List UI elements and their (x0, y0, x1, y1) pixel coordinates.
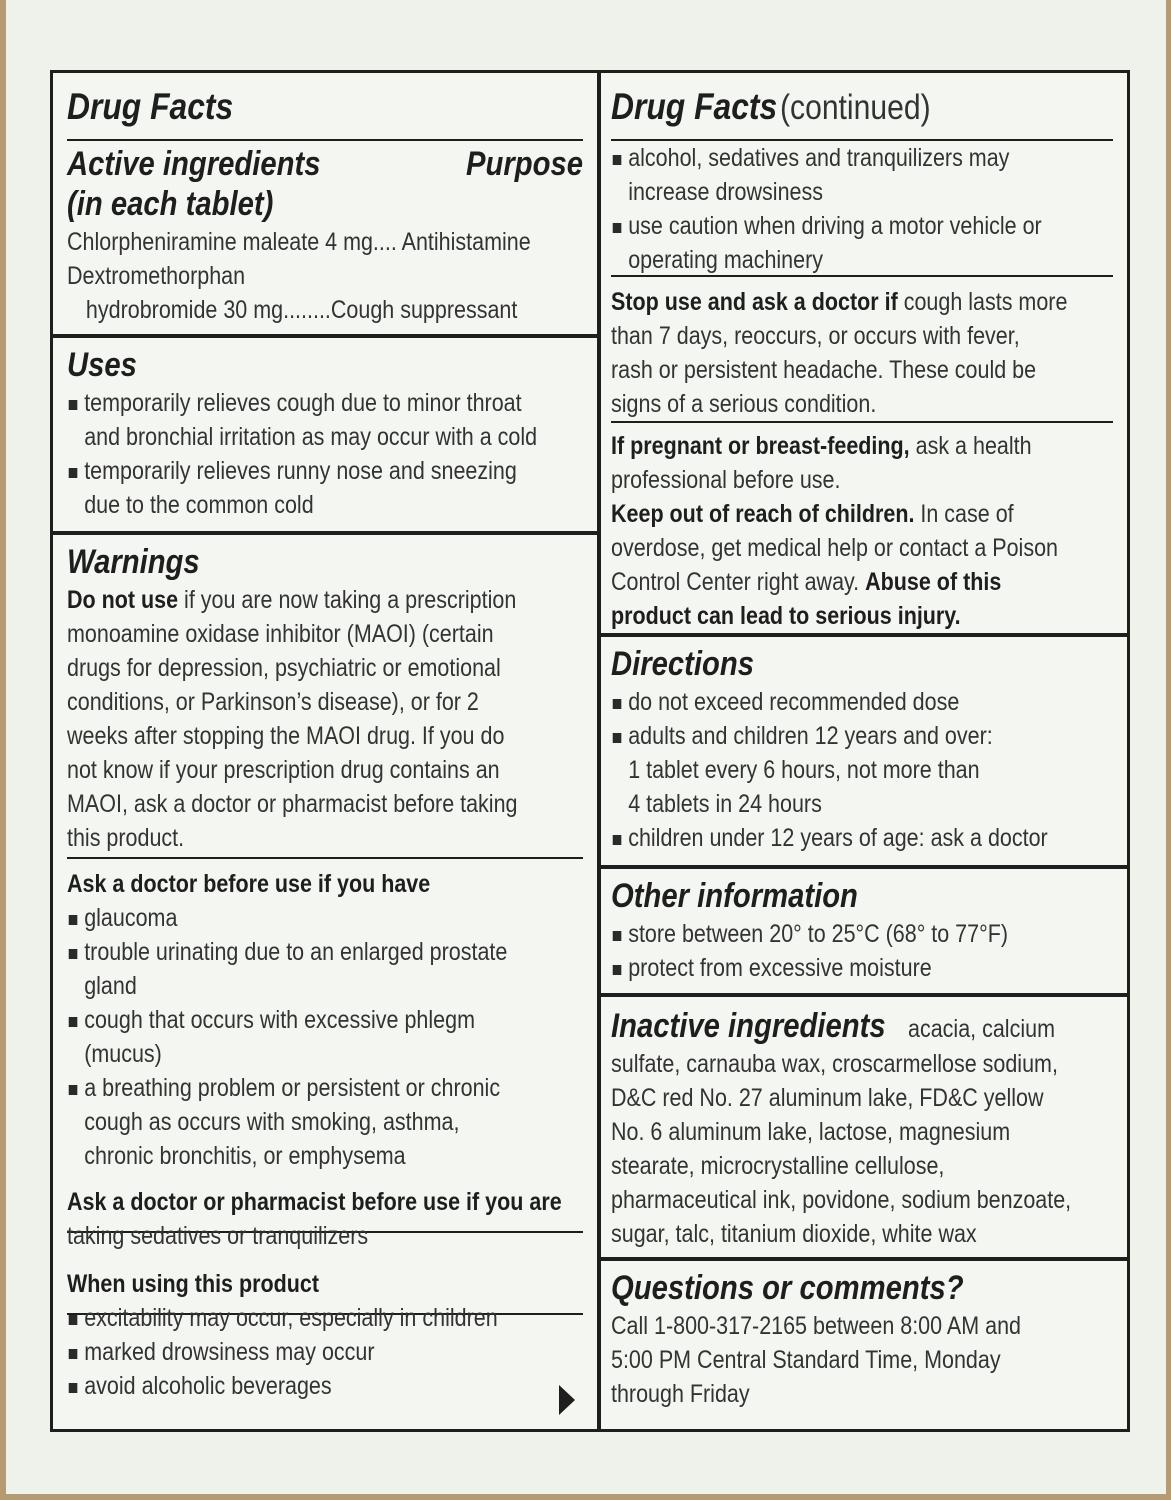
left-column (53, 73, 601, 1429)
warnings-heading: Warnings (67, 543, 200, 581)
divider (611, 421, 1113, 423)
keep-out-text: In case of (914, 500, 1014, 528)
list-item: temporarily relieves runny nose and sneezing (67, 454, 511, 488)
stop-use-label: Stop use and ask a doctor if (611, 288, 898, 316)
list-item: trouble urinating due to an enlarged prostate (67, 935, 511, 969)
list-item: a breathing problem or persistent or chronic (67, 1071, 511, 1105)
ingredient-dextromethorphan-dose: hydrobromide 30 mg........Cough suppressant (85, 296, 518, 324)
list-item: store between 20° to 25°C (68° to 77°F) (611, 917, 1043, 951)
inactive-ingredients-text: pharmaceutical ink, povidone, sodium benzoate, (611, 1186, 1072, 1214)
list-item: children under 12 years of age: ask a doctor (611, 821, 1043, 855)
list-item-continued: chronic bronchitis, or emphysema (84, 1142, 406, 1170)
stop-use-text: signs of a serious condition. (611, 390, 877, 418)
divider (67, 139, 583, 141)
ask-doctor-heading: Ask a doctor before use if you have (67, 870, 431, 898)
other-information-heading: Other information (611, 877, 858, 915)
questions-text: 5:00 PM Central Standard Time, Monday (611, 1346, 1001, 1374)
stop-use-text: rash or persistent headache. These could be (611, 356, 1037, 384)
do-not-use-text: MAOI, ask a doctor or pharmacist before taking (67, 790, 518, 818)
active-ingredients-subheading: (in each tablet) (67, 185, 274, 223)
stop-use-text: than 7 days, reoccurs, or occurs with fever, (611, 322, 1020, 350)
questions-heading: Questions or comments? (611, 1269, 964, 1307)
keep-out-text: overdose, get medical help or contact a Poison (611, 534, 1058, 562)
directions-heading: Directions (611, 645, 754, 683)
list-item-continued: 1 tablet every 6 hours, not more than (628, 756, 980, 784)
ask-pharmacist-heading: Ask a doctor or pharmacist before use if you are (67, 1188, 562, 1216)
keep-out-text: Control Center right away. (611, 568, 866, 596)
inactive-ingredients-text: D&C red No. 27 aluminum lake, FD&C yellow (611, 1084, 1044, 1112)
list-item-continued: increase drowsiness (628, 178, 823, 206)
inactive-ingredients-section (597, 997, 1127, 1261)
pregnant-text: ask a health (909, 432, 1032, 460)
list-item-continued: 4 tablets in 24 hours (628, 790, 822, 818)
do-not-use-text: this product. (67, 824, 185, 852)
uses-heading: Uses (67, 346, 137, 384)
pregnant-label: If pregnant or breast-feeding, (611, 432, 910, 460)
questions-section (597, 1261, 1127, 1429)
abuse-warning: product can lead to serious injury. (611, 602, 961, 630)
divider (611, 275, 1113, 277)
list-item: cough that occurs with excessive phlegm (67, 1003, 511, 1037)
continued-label: (continued) (780, 88, 931, 127)
list-item: excitability may occur, especially in children (67, 1301, 511, 1335)
list-item-continued: gland (84, 972, 137, 1000)
pregnant-text: professional before use. (611, 466, 841, 494)
list-item-continued: due to the common cold (84, 491, 314, 519)
divider (67, 857, 583, 859)
list-item: temporarily relieves cough due to minor throat (67, 386, 511, 420)
list-item: use caution when driving a motor vehicle or (611, 209, 1043, 243)
abuse-warning: Abuse of this (865, 568, 1002, 596)
inactive-ingredients-text: sugar, talc, titanium dioxide, white wax (611, 1220, 977, 1248)
list-item: adults and children 12 years and over: (611, 719, 1043, 753)
do-not-use-text: monoamine oxidase inhibitor (MAOI) (certain (67, 620, 494, 648)
ingredient-chlorpheniramine: Chlorpheniramine maleate 4 mg.... Antihistamine (67, 228, 531, 256)
list-item: avoid alcoholic beverages (67, 1369, 511, 1403)
list-item-continued: (mucus) (84, 1040, 162, 1068)
directions-section (597, 637, 1127, 869)
warnings-section (53, 535, 597, 1429)
continue-arrow-icon (559, 1385, 575, 1415)
list-item: glaucoma (67, 901, 511, 935)
inactive-ingredients-text: stearate, microcrystalline cellulose, (611, 1152, 945, 1180)
right-column (597, 73, 1127, 1429)
do-not-use-text: drugs for depression, psychiatric or emotional (67, 654, 501, 682)
package-back-panel (6, 0, 1166, 1494)
list-item-continued: operating machinery (628, 246, 824, 274)
ingredient-dextromethorphan: Dextromethorphan (67, 262, 246, 290)
list-item: do not exceed recommended dose (611, 685, 1043, 719)
warnings-continued-section (597, 73, 1127, 635)
list-item: alcohol, sedatives and tranquilizers may (611, 141, 1043, 175)
purpose-heading: Purpose (465, 145, 583, 183)
active-ingredients-heading: Active ingredients (67, 145, 321, 183)
ask-pharmacist-text: taking sedatives or tranquilizers (67, 1222, 369, 1250)
list-item: protect from excessive moisture (611, 951, 1043, 985)
when-using-heading: When using this product (67, 1270, 320, 1298)
questions-text: through Friday (611, 1380, 750, 1408)
other-information-section (597, 869, 1127, 997)
inactive-ingredients-text: No. 6 aluminum lake, lactose, magnesium (611, 1118, 1011, 1146)
drug-facts-continued-title: Drug Facts (611, 86, 778, 127)
do-not-use-text: weeks after stopping the MAOI drug. If you do (67, 722, 505, 750)
do-not-use-label: Do not use (67, 586, 179, 614)
list-item-continued: cough as occurs with smoking, asthma, (84, 1108, 460, 1136)
do-not-use-text: if you are now taking a prescription (178, 586, 517, 614)
inactive-ingredients-text: acacia, calcium (908, 1015, 1056, 1043)
active-ingredients-section (53, 73, 597, 338)
stop-use-text: cough lasts more (897, 288, 1068, 316)
list-item: marked drowsiness may occur (67, 1335, 511, 1369)
do-not-use-text: conditions, or Parkinson’s disease), or for 2 (67, 688, 479, 716)
do-not-use-text: not know if your prescription drug contains an (67, 756, 500, 784)
keep-out-label: Keep out of reach of children. (611, 500, 915, 528)
list-item-continued: and bronchial irritation as may occur with a cold (84, 423, 538, 451)
drug-facts-panel (50, 70, 1130, 1432)
drug-facts-title: Drug Facts (67, 86, 234, 127)
questions-text: Call 1-800-317-2165 between 8:00 AM and (611, 1312, 1021, 1340)
inactive-ingredients-heading: Inactive ingredients (611, 1007, 886, 1045)
uses-section (53, 338, 597, 535)
inactive-ingredients-text: sulfate, carnauba wax, croscarmellose sodium, (611, 1050, 1058, 1078)
